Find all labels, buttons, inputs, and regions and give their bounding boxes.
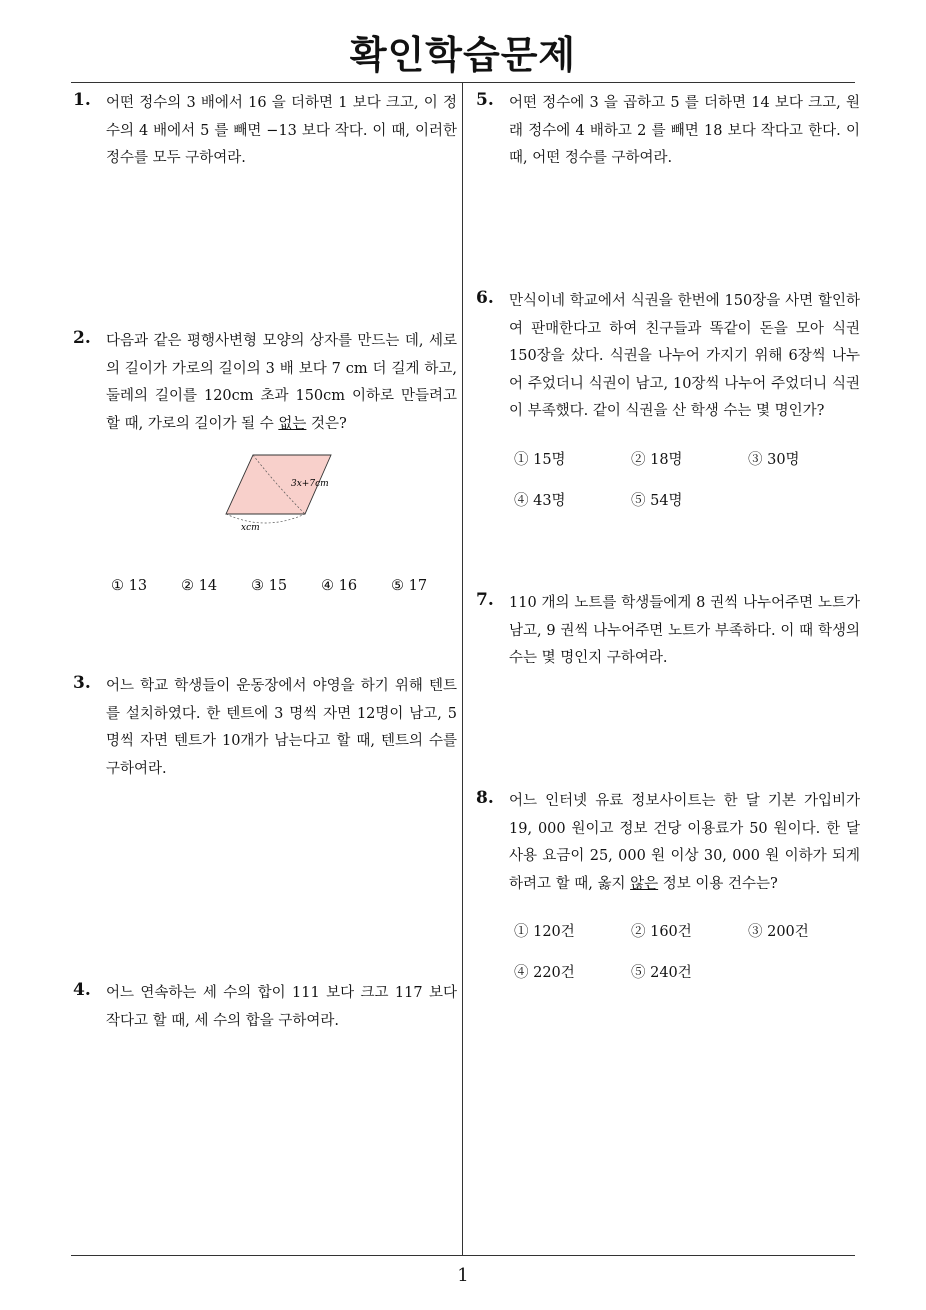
page-number: 1 <box>457 1265 469 1286</box>
question-text <box>106 328 457 438</box>
question-text-part: 어느 인터넷 유료 정보사이트는 한 달 기본 가입비가 19, 000 원이고 정보 건당 이용료가 50 원이다. 한 달 사용 요금이 25, 000 원 이상 30, 000 원 이하가 되게 하려고 할 때, 옳지 <box>509 793 860 892</box>
column-divider <box>462 82 463 1255</box>
choice-3[interactable]: ③ 15 <box>251 578 288 594</box>
question-1 <box>73 90 457 173</box>
question-number: 3. <box>73 673 91 693</box>
question-text <box>509 788 860 898</box>
choice-2[interactable]: ② 14 <box>181 578 218 594</box>
choice-5[interactable]: ⑤ 240건 <box>631 965 692 981</box>
bottom-rule <box>71 1255 855 1256</box>
choice-4[interactable]: ④ 43명 <box>514 492 566 509</box>
question-text: 만식이네 학교에서 식권을 한번에 150장을 사면 할인하여 판매한다고 하여 친구들과 똑같이 돈을 모아 식권 150장을 샀다. 식권을 나누어 가지기 위해 6장씩 나누어 주었더니 식권이 남고, 10장씩 나누어 주었더니 식권이 부족했다. 같이 식권을 산 학생 수는 몇 명인가? <box>509 293 860 419</box>
question-text-part: 정보 이용 건수는? <box>658 875 778 892</box>
answer-choices <box>111 578 457 594</box>
question-number: 7. <box>476 590 494 610</box>
question-text: 어떤 정수의 3 배에서 16 을 더하면 1 보다 크고, 이 정수의 4 배에서 5 를 빼면 −13 보다 작다. 이 때, 이러한 정수를 모두 구하여라. <box>106 95 457 166</box>
choice-3[interactable]: ③ 30명 <box>748 451 800 468</box>
question-text-part: 것은? <box>306 415 347 432</box>
figure-label-side: 3x+7cm <box>291 479 329 489</box>
choice-1[interactable]: ① 120건 <box>514 924 575 940</box>
top-rule <box>71 82 855 83</box>
choice-3[interactable]: ③ 200건 <box>748 924 809 940</box>
question-6 <box>476 288 860 510</box>
question-4 <box>73 980 457 1035</box>
choice-2[interactable]: ② 18명 <box>631 451 683 468</box>
choice-4[interactable]: ④ 16 <box>321 578 358 594</box>
choice-1[interactable]: ① 15명 <box>514 451 566 468</box>
question-number: 8. <box>476 788 494 808</box>
question-number: 5. <box>476 90 494 110</box>
choice-4[interactable]: ④ 220건 <box>514 965 575 981</box>
question-text: 110 개의 노트를 학생들에게 8 권씩 나누어주면 노트가 남고, 9 권씩 나누어주면 노트가 부족하다. 이 때 학생의 수는 몇 명인지 구하여라. <box>509 595 860 666</box>
answer-choices <box>514 448 860 510</box>
choice-5[interactable]: ⑤ 54명 <box>631 492 683 509</box>
question-5 <box>476 90 860 173</box>
choice-2[interactable]: ② 160건 <box>631 924 692 940</box>
underlined-word: 않은 <box>630 875 659 892</box>
page-title: 확인학습문제 <box>349 33 577 77</box>
question-number: 1. <box>73 90 91 110</box>
question-7 <box>476 590 860 673</box>
question-8 <box>476 788 860 982</box>
question-text: 어느 학교 학생들이 운동장에서 야영을 하기 위해 텐트를 설치하였다. 한 텐트에 3 명씩 자면 12명이 남고, 5명씩 자면 텐트가 10개가 남는다고 할 때, 텐트의 수를 구하여라. <box>106 678 457 777</box>
choice-5[interactable]: ⑤ 17 <box>391 578 428 594</box>
question-number: 4. <box>73 980 91 1000</box>
question-2 <box>73 328 457 594</box>
underlined-word: 없는 <box>278 415 307 432</box>
figure-label-base: xcm <box>241 523 260 532</box>
question-text: 어느 연속하는 세 수의 합이 111 보다 크고 117 보다 작다고 할 때, 세 수의 합을 구하여라. <box>106 985 457 1029</box>
answer-choices <box>514 920 860 982</box>
question-text: 어떤 정수에 3 을 곱하고 5 를 더하면 14 보다 크고, 원래 정수에 4 배하고 2 를 빼면 18 보다 작다고 한다. 이 때, 어떤 정수를 구하여라. <box>509 95 860 166</box>
choice-1[interactable]: ① 13 <box>111 578 148 594</box>
parallelogram-figure <box>223 452 353 532</box>
question-text-part: 다음과 같은 평행사변형 모양의 상자를 만드는 데, 세로의 길이가 가로의 길이의 3 배 보다 7 cm 더 길게 하고, 둘레의 길이를 120cm 초과 150cm 이하로 만들려고 할 때, 가로의 길이가 될 수 <box>106 333 457 432</box>
question-number: 2. <box>73 328 91 348</box>
question-number: 6. <box>476 288 494 308</box>
question-3 <box>73 673 457 783</box>
